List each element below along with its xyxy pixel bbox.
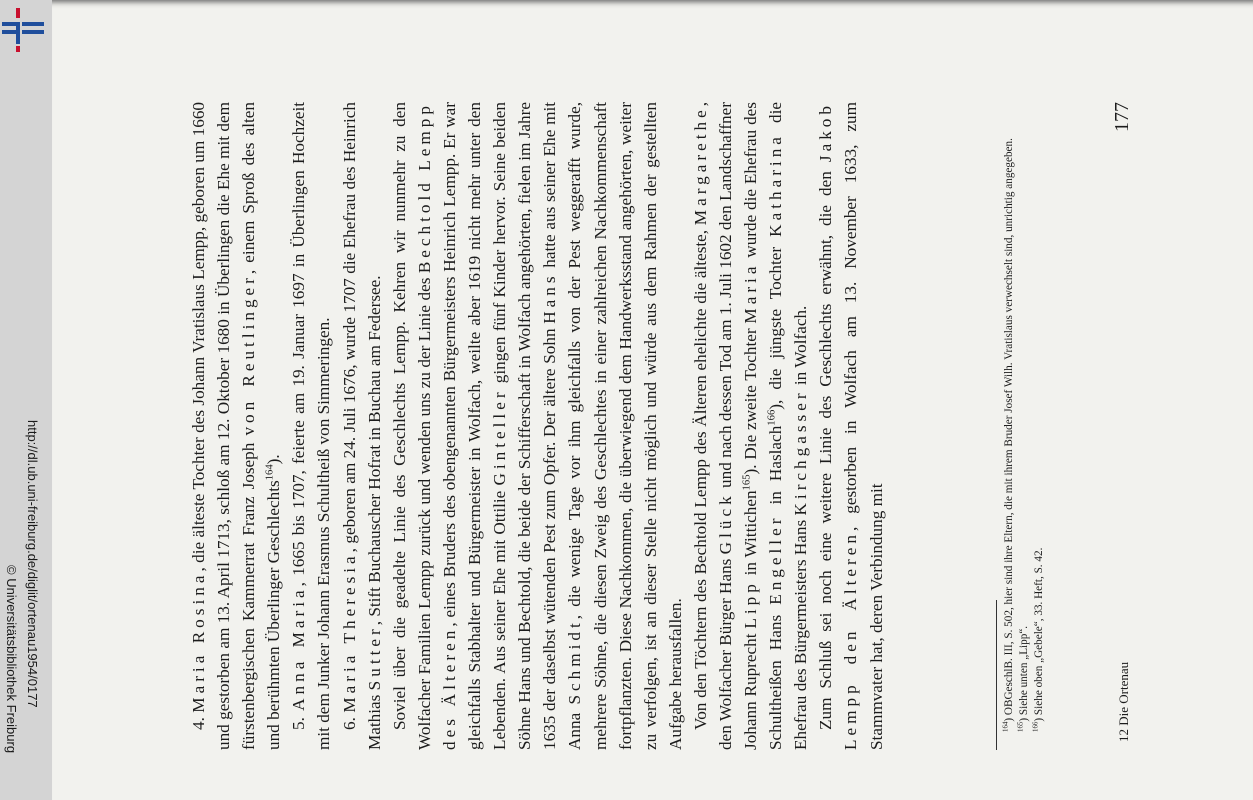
text-run: in Haslach	[766, 425, 786, 515]
footnote	[1032, 102, 1047, 750]
text-run: die Ehefrau des Bürgermeisters Hans	[766, 102, 811, 750]
document-url[interactable]: http://dl.ub.uni-freiburg.de/diglit/ortenau1954/0177	[25, 420, 40, 708]
spaced-name: Glück	[715, 492, 735, 555]
text-run: , den Wolfacher Bürger Hans	[690, 102, 735, 750]
spaced-name: Margarethe	[690, 106, 710, 226]
text-run: Soviel über die geadelte Linie des Geschlechts Lempp. Kehren wir nunmehr zu den Wolfacher Familien Lempp zurück und wenden uns zu der Linie des	[389, 102, 434, 750]
university-logo-icon	[2, 8, 46, 52]
spaced-name: Bechtold Lempp des Älteren	[414, 102, 459, 750]
text-run: wurde die Ehefrau des Schultheißen Hans	[741, 102, 786, 750]
footnote-marker: 165	[741, 474, 753, 491]
footnote-divider	[996, 600, 997, 750]
spaced-name: Schmidt	[565, 619, 585, 705]
spaced-name: Anna Maria	[289, 586, 309, 711]
text-run: ), die jüngste Tochter	[766, 236, 786, 410]
text-run: gingen fünf Kinder hervor. Seine beiden Söhne Hans und Bechtold, die beide der Schifferschaft in Wolfach angehörten, fielen im Jahre 1635 der daselbst wütenden Pest zum Opfer. Der ältere Sohn	[490, 102, 560, 750]
text-run: 6.	[339, 712, 359, 730]
spaced-name: Maria	[741, 262, 761, 324]
text-run: , einem Sproß des alten und berühmten Überlinger Geschlechts	[239, 102, 284, 750]
paragraph	[813, 102, 888, 750]
text-run: , geboren am 24. Juli 1676, wurde 1707 die Ehefrau des Heinrich Mathias	[339, 102, 384, 750]
text-run: , eines Bruders des obengenannten Bürgermeisters Heinrich Lempp. Er war gleichfalls Stabhalter und Bürgermeister in Wolfach, weilte aber 1619 nicht mehr unter den Lebenden. Aus seiner Ehe mit Ottilie	[439, 102, 510, 750]
footnote	[1002, 102, 1017, 750]
running-head: 12 Die Ortenau	[1116, 661, 1131, 742]
text-run: 4.	[189, 712, 208, 730]
paragraph	[688, 102, 813, 750]
text-run: ) Siehe unten „Lipp“.	[1018, 625, 1030, 722]
text-run: , 1665 bis 1707, feierte am 19. Januar 1697 in Überlingen Hochzeit mit dem Junker Johann Erasmus Schultheiß von Simmeringen.	[289, 102, 334, 750]
text-run: Zum Schluß sei noch eine weitere Linie des Geschlechts erwähnt, die den	[816, 162, 836, 730]
footnote-marker: 164	[264, 464, 276, 481]
text-run: und nach dessen Tod am 1. Juli 1602 den Landschaffner Johann Ruprecht	[715, 101, 761, 750]
spaced-name: Engeller	[766, 514, 786, 605]
footnotes	[1002, 102, 1047, 750]
page-text-block	[52, 0, 1253, 800]
footnote-marker: 166	[1031, 721, 1040, 732]
paragraph	[286, 102, 336, 750]
text-run: , die älteste Tochter des Johann Vratislaus Lempp, geboren um 1660 und gestorben am 13. April 1713, schloß am 12. Oktober 1680 in Überlingen die Ehe mit dem fürstenbergischen Kammerrat Franz Joseph	[189, 101, 259, 750]
scanned-page	[52, 0, 1253, 800]
spaced-name: Sutter	[364, 625, 384, 691]
copyright-notice: © Universitätsbibliothek Freiburg	[4, 565, 19, 754]
text-run: , die wenige Tage vor ihm gleichfalls von der Pest weggerafft wurde, mehrere Söhne, die diesen Zweig des Geschlechtes in einer zahlreichen Nachkommenschaft fortpflanzten. Diese Nachkommen, die überwiegend dem Handwerksstand angehörten, weiter zu verfolgen, ist an dieser Stelle nicht möglich und würde aus dem Rahmen der gestellten Aufgabe herausfallen.	[565, 101, 685, 750]
paragraph	[337, 102, 387, 750]
text-run: in Wittichen	[741, 490, 761, 581]
spaced-name: Ginteller	[490, 388, 510, 486]
page-number: 177	[1111, 102, 1133, 132]
text-run: ).	[264, 454, 284, 465]
footnote-marker: 165	[1016, 721, 1025, 732]
text-run: , Stift Buchauscher Hofrat in Buchau am Federsee.	[364, 275, 384, 626]
text-run: ) Siehe oben „Gebele“, 33. Heft, S. 42.	[1033, 547, 1045, 722]
spaced-name: Hans	[540, 272, 560, 324]
paragraph	[186, 102, 286, 750]
text-run: ). Die zweite Tochter	[741, 323, 761, 475]
spaced-name: Maria Theresia	[339, 552, 359, 713]
text-run: Von den Töchtern des Bechtold Lempp des Älteren ehelichte die älteste,	[690, 225, 710, 730]
body-text	[186, 102, 889, 750]
paragraph	[387, 102, 688, 750]
spaced-name: Maria Rosina	[189, 571, 208, 713]
spaced-name: von Reutlinger	[239, 274, 259, 436]
text-run: ) OBGeschlB. III, S. 502, hier sind ihre Eltern, die mit ihrem Bruder Josef Wilh. Vratislaus verwechselt sind, unrichtig angegeben.	[1003, 138, 1015, 722]
footnote	[1017, 102, 1032, 750]
text-run: in Wolfach.	[791, 305, 811, 390]
spaced-name: Jakob Lempp den Älteren	[816, 102, 861, 750]
text-run: hatte aus seiner Ehe mit Anna	[540, 102, 585, 750]
spaced-name: Katharina	[766, 133, 786, 237]
footnote-marker: 164	[1001, 721, 1010, 732]
text-run: , gestorben in Wolfach am 13. November 1633, zum Stammvater hat, deren Verbindung mit	[841, 102, 886, 750]
repository-sidebar	[0, 0, 52, 800]
text-run: 5.	[289, 710, 309, 730]
spaced-name: Kirchgasser	[791, 389, 811, 516]
footnote-marker: 166	[766, 409, 778, 426]
spaced-name: Lipp	[741, 580, 761, 629]
